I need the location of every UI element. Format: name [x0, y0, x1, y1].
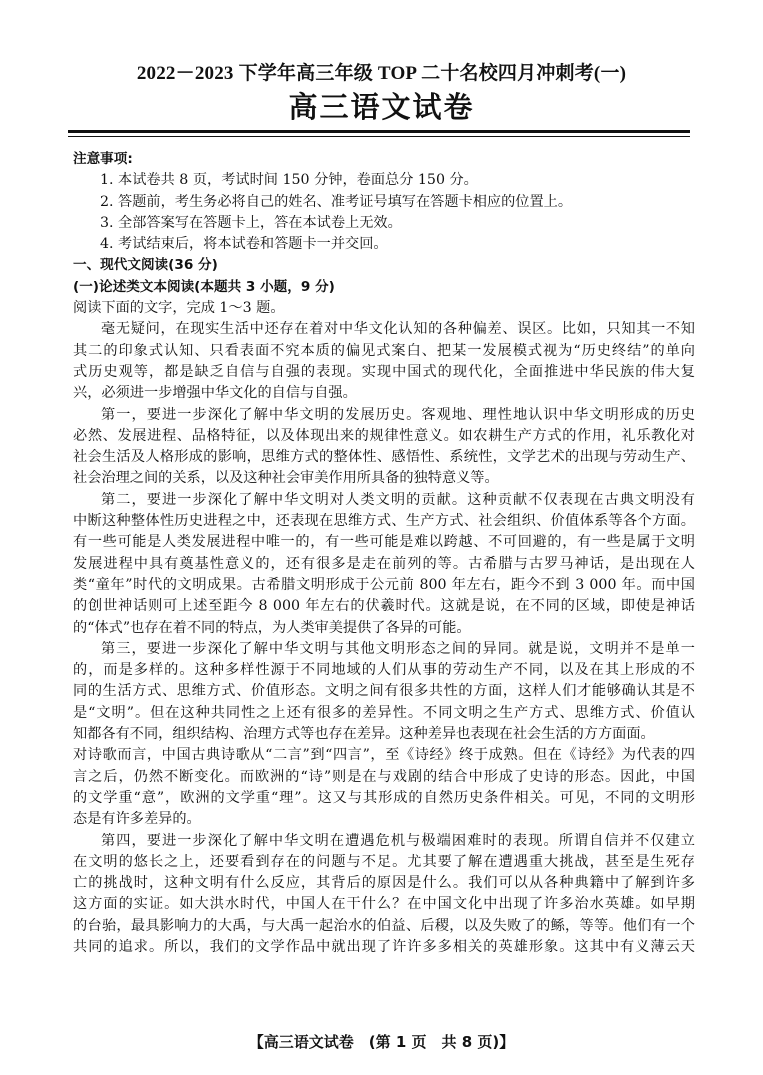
paragraph-line: 毫无疑问，在现实生活中还存在着对中华文化认知的各种偏差、误区。比如，只知其一不知: [101, 321, 695, 338]
subsection-heading: (一)论述类文本阅读(本题共 3 小题，9 分): [73, 278, 335, 295]
paragraph-line: 必然、发展进程、品格特征，以及体现出来的规律性意义。如农耕生产方式的作用，礼乐教化对: [73, 427, 695, 444]
paragraph-line: 第四，要进一步深化了解中华文明在遭遇危机与极端困难时的表现。所谓自信并不仅建立: [101, 832, 695, 849]
paragraph-line: 发展进程中具有奠基性意义的，还有很多是走在前列的等。古希腊与古罗马神话，是出现在人: [73, 555, 695, 572]
notice-item: 4. 考试结束后，将本试卷和答题卡一并交回。: [100, 236, 388, 253]
section-heading: 一、现代文阅读(36 分): [73, 257, 218, 274]
header-rule-thick: [68, 130, 690, 133]
paragraph-line: 其二的印象式认知、只看表面不究本质的偏见式案白、把某一发展模式视为“历史终结”的单向: [73, 342, 695, 359]
notice-item: 1. 本试卷共 8 页，考试时间 150 分钟，卷面总分 150 分。: [100, 172, 478, 189]
exam-title: 2022－2023 下学年高三年级 TOP 二十名校四月冲刺考(一): [136, 63, 627, 84]
paragraph-line: 式历史观等，都是缺乏自信与自强的表现。实现中国式的现代化，全面推进中华民族的伟大复: [73, 363, 695, 380]
paragraph-line: 同的生活方式、思维方式、价值形态。文明之间有很多共性的方面，这样人们才能够确认其是不: [73, 683, 695, 700]
paragraph-line: 的创世神话则可上述至距今 8 000 年左右的伏羲时代。这就是说，在不同的区域，即使是神话: [73, 598, 695, 615]
paragraph-line: 的，而是多样的。这种多样性源于不同地域的人们从事的劳动生产不同，以及在其上形成的不: [73, 662, 695, 679]
notice-item: 3. 全部答案写在答题卡上，答在本试卷上无效。: [100, 214, 402, 231]
notice-heading: 注意事项:: [73, 151, 133, 167]
notice-item: 2. 答题前，考生务必将自己的姓名、准考证号填写在答题卡相应的位置上。: [100, 193, 573, 210]
paragraph-line: 的台骀，最具影响力的大禹，与大禹一起治水的伯益、后稷，以及失败了的鲧，等等。他们有一个: [73, 917, 695, 934]
page-footer: 【高三语文试卷 (第 1 页 共 8 页)】: [248, 1033, 515, 1051]
paragraph-line: 中断这种整体性历史进程之中，还表现在思维方式、生产方式、社会组织、价值体系等各个方面。: [73, 513, 695, 530]
paragraph-line: 兴，必须进一步增强中华文化的自信与自强。: [73, 385, 357, 402]
paragraph-line: 态是有许多差异的。: [73, 811, 201, 828]
paragraph-line: 类“童年”时代的文明成果。古希腊文明形成于公元前 800 年左右，距今不到 3 000 年。而中国: [73, 576, 695, 593]
paragraph-line: 有一些可能是人类发展进程中唯一的，有一些可能是难以跨越、不可回避的，有一些是属于文明: [73, 534, 695, 551]
paragraph-line: 共同的追求。所以，我们的文学作品中就出现了许许多多相关的英雄形象。这其中有义薄云天: [73, 938, 695, 955]
paragraph-line: 社会治理之间的关系，以及这种社会审美作用所具备的独特意义等。: [73, 470, 499, 487]
reading-instruction: 阅读下面的文字，完成 1～3 题。: [73, 300, 285, 317]
paragraph-line: 在文明的悠长之上，还要看到存在的问题与不足。尤其要了解在遭遇重大挑战，甚至是生死存: [73, 853, 695, 870]
paragraph-line: 知都各有不同，组织结构、治理方式等也存在差异。这种差异也表现在社会生活的方方面面。: [73, 726, 655, 743]
paragraph-line: 的文学重“意”，欧洲的文学重“理”。这又与其形成的自然历史条件相关。可见，不同的文明形: [73, 789, 695, 806]
paragraph-line: 第一，要进一步深化了解中华文明的发展历史。客观地、理性地认识中华文明形成的历史: [101, 406, 695, 423]
paragraph-line: 言之后，仍然不断变化。而欧洲的“诗”则是在与戏剧的结合中形成了史诗的形态。因此，中国: [73, 768, 695, 785]
header-rule-thin: [68, 136, 690, 137]
paragraph-line: 第三，要进一步深化了解中华文明与其他文明形态之间的异同。就是说，文明并不是单一: [101, 640, 695, 657]
paragraph-line: 的“体式”也存在着不同的特点，为人类审美提供了各异的可能。: [73, 619, 471, 636]
page-content: [73, 149, 695, 958]
paragraph-line: 亡的挑战时，这种文明有什么反应，其背后的原因是什么。我们可以从各种典籍中了解到许多: [73, 875, 695, 892]
paragraph-line: 社会生活及人格形成的影响，思维方式的整体性、感悟性、系统性，文学艺术的出现与劳动生产、: [73, 449, 695, 466]
paragraph-line: 第二，要进一步深化了解中华文明对人类文明的贡献。这种贡献不仅表现在古典文明没有: [101, 491, 695, 508]
paper-title: 高三语文试卷: [288, 90, 475, 124]
paragraph-line: 是“文明”。但在这种共同性之上还有很多的差异性。不同文明之生产方式、思维方式、价值认: [73, 704, 695, 721]
paragraph-line: 对诗歌而言，中国古典诗歌从“二言”到“四言”，至《诗经》终于成熟。但在《诗经》为代表的四: [73, 747, 695, 764]
paragraph-line: 这方面的实证。如大洪水时代，中国人在干什么？在中国文化中出现了许多治水英雄。如早期: [73, 896, 695, 913]
